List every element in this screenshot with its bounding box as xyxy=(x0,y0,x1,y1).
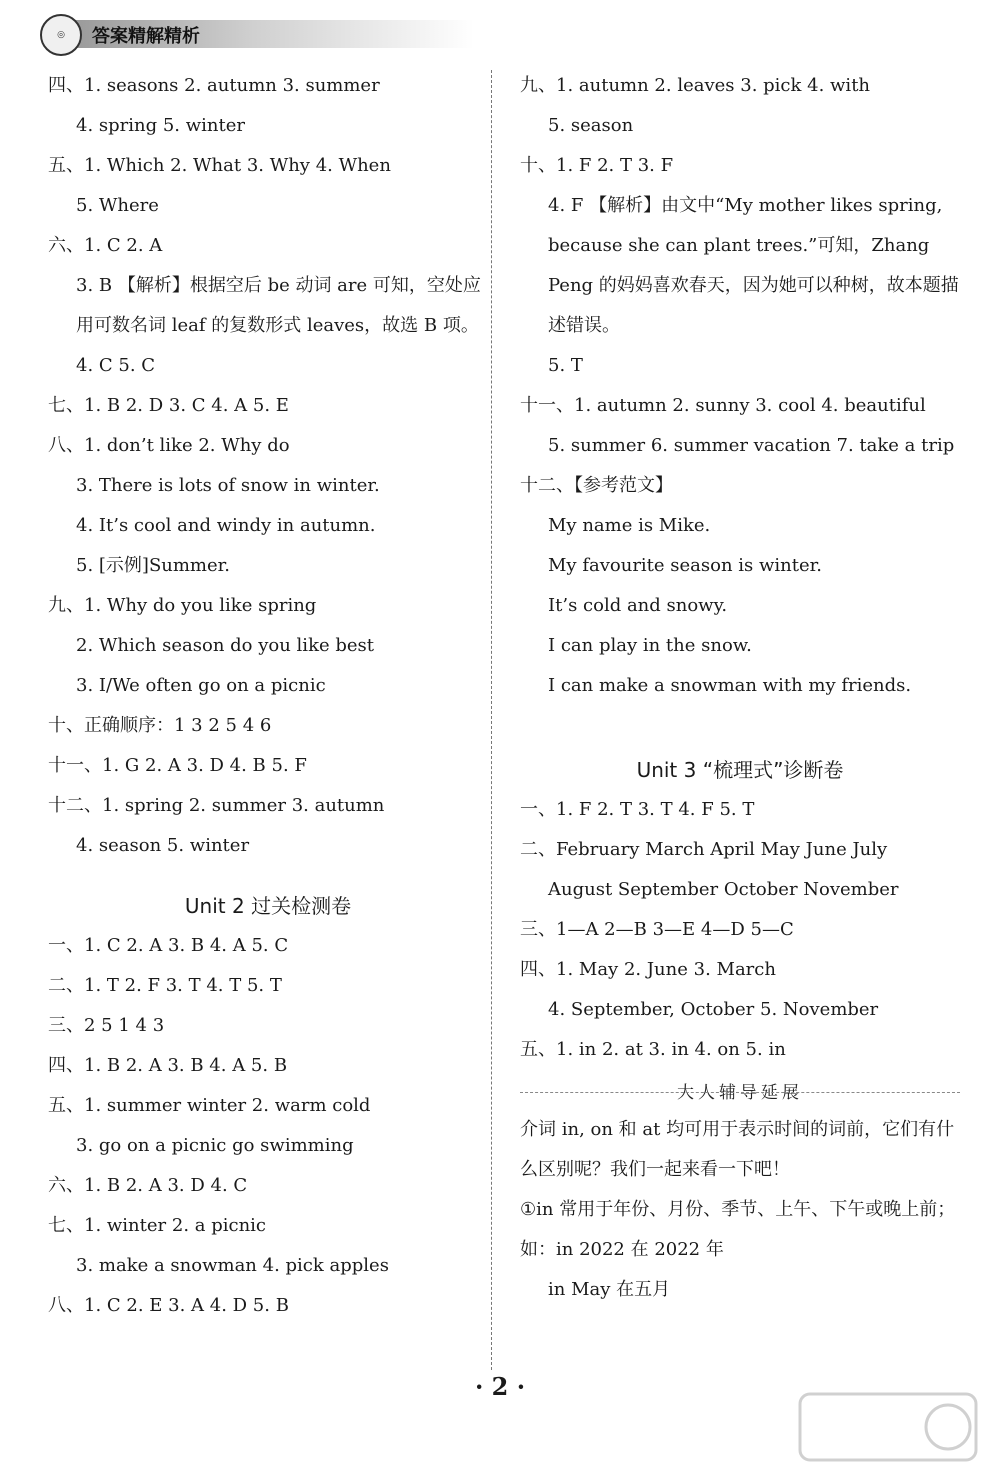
answer-line: 十一、1. G 2. A 3. D 4. B 5. F xyxy=(48,755,307,776)
answer-line: 5. summer 6. summer vacation 7. take a trip xyxy=(548,435,955,456)
answer-line: 3. There is lots of snow in winter. xyxy=(76,475,380,496)
answer-line: 四、1. B 2. A 3. B 4. A 5. B xyxy=(48,1055,288,1076)
left-column xyxy=(48,66,488,1326)
answer-line: 3. I/We often go on a picnic xyxy=(76,675,326,696)
answer-line: 4. C 5. C xyxy=(76,355,156,376)
extension-text: 介词 in, on 和 at 均可用于表示时间的词前，它们有什么区别呢？我们一起来看一下吧！ xyxy=(520,1119,955,1180)
answer-line: 十、正确顺序：1 3 2 5 4 6 xyxy=(48,715,272,736)
answer-line: 三、2 5 1 4 3 xyxy=(48,1015,165,1036)
model-essay-line: I can make a snowman with my friends. xyxy=(548,675,912,696)
answer-line: 四、1. May 2. June 3. March xyxy=(520,959,776,980)
answer-line: 八、1. C 2. E 3. A 4. D 5. B xyxy=(48,1295,289,1316)
answer-line: 一、1. F 2. T 3. T 4. F 5. T xyxy=(520,799,755,820)
publisher-logo-icon: ◎ xyxy=(40,14,82,56)
model-essay-line: I can play in the snow. xyxy=(548,635,752,656)
answer-line: 十一、1. autumn 2. sunny 3. cool 4. beautiful xyxy=(520,395,926,416)
answer-line: 4. spring 5. winter xyxy=(76,115,245,136)
answer-line: 五、1. Which 2. What 3. Why 4. When xyxy=(48,155,391,176)
answer-line: 5. T xyxy=(548,355,583,376)
header-title: 答案精解精析 xyxy=(92,26,200,47)
answer-line: 七、1. winter 2. a picnic xyxy=(48,1215,267,1236)
model-essay-line: It’s cold and snowy. xyxy=(548,595,728,616)
answer-line: 四、1. seasons 2. autumn 3. summer xyxy=(48,75,380,96)
watermark-icon xyxy=(798,1392,978,1462)
answer-explanation: 4. F 【解析】由文中“My mother likes spring, because she can plant trees.”可知，Zhang Peng 的妈妈喜欢春天，因为她可以种树，故本题描述错误。 xyxy=(548,195,959,336)
extension-text: in May 在五月 xyxy=(548,1279,671,1300)
answer-line: 九、1. Why do you like spring xyxy=(48,595,317,616)
answer-line: 4. It’s cool and windy in autumn. xyxy=(76,515,376,536)
answer-line: 5. Where xyxy=(76,195,159,216)
page-number: · 2 · xyxy=(474,1372,526,1401)
unit3-title: Unit 3 “梳理式”诊断卷 xyxy=(636,758,844,782)
answer-line: 五、1. in 2. at 3. in 4. on 5. in xyxy=(520,1039,786,1060)
answer-line: 4. season 5. winter xyxy=(76,835,250,856)
answer-line: 5. season xyxy=(548,115,634,136)
column-divider xyxy=(491,70,492,1370)
answer-explanation: 3. B 【解析】根据空后 be 动词 are 可知，空处应用可数名词 leaf 的复数形式 leaves，故选 B 项。 xyxy=(76,275,481,336)
model-essay-line: My name is Mike. xyxy=(548,515,711,536)
answer-line: 二、1. T 2. F 3. T 4. T 5. T xyxy=(48,975,282,996)
answer-line: 3. go on a picnic go swimming xyxy=(76,1135,354,1156)
answer-line: 十二、【参考范文】 xyxy=(520,475,673,496)
answer-line: 十、1. F 2. T 3. F xyxy=(520,155,674,176)
answer-line: 二、February March April May June July xyxy=(520,839,888,860)
answer-line: 2. Which season do you like best xyxy=(76,635,374,656)
answer-line: 三、1—A 2—B 3—E 4—D 5—C xyxy=(520,919,794,940)
answer-line: 十二、1. spring 2. summer 3. autumn xyxy=(48,795,385,816)
answer-line: 4. September, October 5. November xyxy=(548,999,879,1020)
answer-line: August September October November xyxy=(548,879,899,900)
answer-line: 八、1. don’t like 2. Why do xyxy=(48,435,290,456)
answer-line: 七、1. B 2. D 3. C 4. A 5. E xyxy=(48,395,289,416)
answer-line: 5. [示例]Summer. xyxy=(76,555,231,576)
answer-line: 六、1. B 2. A 3. D 4. C xyxy=(48,1175,248,1196)
answer-line: 六、1. C 2. A xyxy=(48,235,163,256)
page-header xyxy=(40,14,480,54)
extension-heading xyxy=(520,1074,960,1110)
extension-text: 如：in 2022 在 2022 年 xyxy=(520,1239,724,1260)
model-essay-line: My favourite season is winter. xyxy=(548,555,822,576)
right-column xyxy=(520,66,960,1310)
extension-title: 大人辅导延展 xyxy=(669,1083,811,1103)
extension-text: ①in 常用于年份、月份、季节、上午、下午或晚上前； xyxy=(520,1199,956,1220)
answer-line: 一、1. C 2. A 3. B 4. A 5. C xyxy=(48,935,289,956)
answer-line: 3. make a snowman 4. pick apples xyxy=(76,1255,389,1276)
answer-line: 五、1. summer winter 2. warm cold xyxy=(48,1095,371,1116)
answer-line: 九、1. autumn 2. leaves 3. pick 4. with xyxy=(520,75,871,96)
unit2-title: Unit 2 过关检测卷 xyxy=(184,894,352,918)
